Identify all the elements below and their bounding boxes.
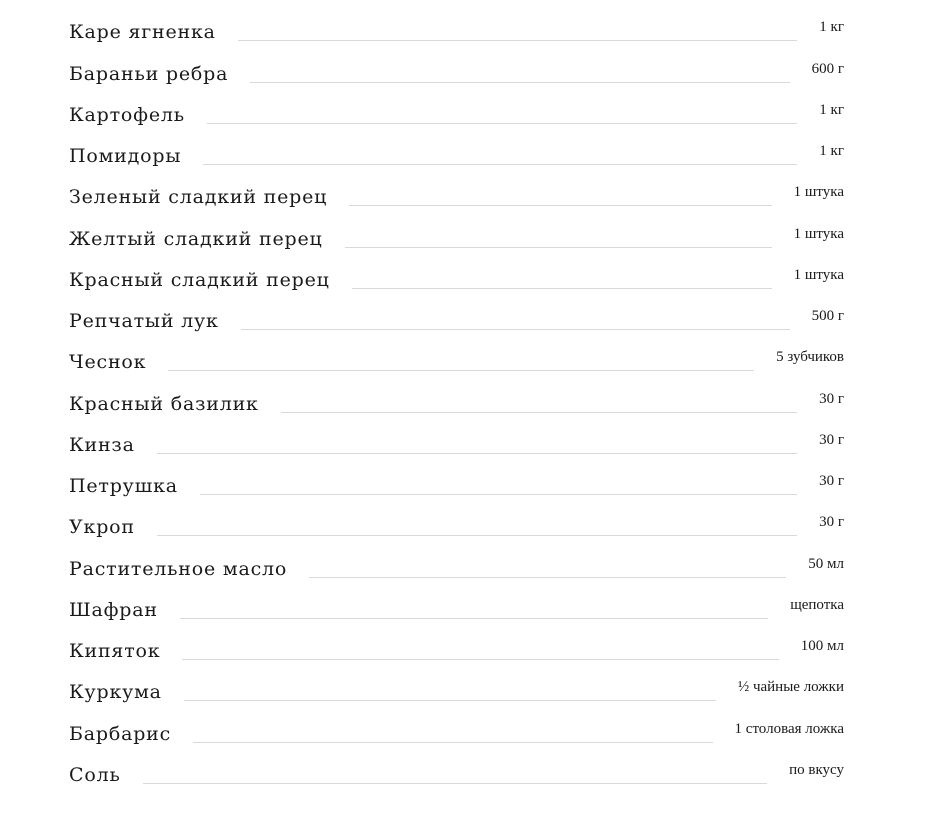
ingredient-row xyxy=(69,420,844,461)
ingredient-amount: щепотка xyxy=(790,596,844,613)
dotted-leader xyxy=(281,412,797,413)
dotted-leader xyxy=(241,329,790,330)
ingredient-row xyxy=(69,708,844,749)
ingredient-name: Растительное масло xyxy=(69,557,288,580)
ingredient-name: Барбарис xyxy=(69,722,172,745)
dotted-leader xyxy=(157,535,797,536)
ingredient-amount: 1 штука xyxy=(793,266,844,283)
ingredient-row xyxy=(69,296,844,337)
ingredient-amount: 50 мл xyxy=(808,555,844,572)
ingredient-name: Каре ягненка xyxy=(69,21,216,44)
dotted-leader xyxy=(207,123,797,124)
ingredient-name: Зеленый сладкий перец xyxy=(69,186,328,209)
ingredient-name: Петрушка xyxy=(69,475,178,497)
ingredient-name: Красный сладкий перец xyxy=(69,268,330,291)
ingredient-name: Помидоры xyxy=(69,145,182,167)
ingredient-name: Шафран xyxy=(69,598,158,621)
ingredient-name: Кипяток xyxy=(69,640,161,662)
dotted-leader xyxy=(309,577,786,578)
ingredient-name: Куркума xyxy=(69,681,162,704)
dotted-leader xyxy=(203,164,797,165)
dotted-leader xyxy=(352,288,772,289)
ingredient-amount: 500 г xyxy=(811,308,844,324)
ingredient-amount: 1 кг xyxy=(819,143,844,159)
ingredient-name: Репчатый лук xyxy=(69,310,219,332)
ingredient-row xyxy=(69,502,844,543)
ingredient-amount: 5 зубчиков xyxy=(776,349,844,366)
ingredient-row xyxy=(69,131,844,172)
ingredient-amount: 1 штука xyxy=(793,184,844,201)
ingredient-row xyxy=(69,213,844,254)
dotted-leader xyxy=(182,659,778,660)
ingredient-amount: 600 г xyxy=(811,60,844,77)
ingredient-row xyxy=(69,255,844,296)
ingredient-amount: 1 штука xyxy=(793,225,844,242)
ingredient-row xyxy=(69,750,844,791)
dotted-leader xyxy=(184,700,716,701)
ingredient-amount: 30 г xyxy=(819,431,844,448)
ingredient-amount: 1 столовая ложка xyxy=(734,720,844,737)
ingredient-amount: по вкусу xyxy=(789,761,844,778)
ingredient-row xyxy=(69,585,844,626)
ingredient-name: Желтый сладкий перец xyxy=(69,227,323,250)
ingredient-amount: 100 мл xyxy=(800,638,844,654)
ingredient-name: Кинза xyxy=(69,433,135,456)
dotted-leader xyxy=(250,82,789,83)
ingredient-row xyxy=(69,543,844,584)
dotted-leader xyxy=(157,453,797,454)
ingredient-list xyxy=(69,7,844,791)
ingredient-amount: ½ чайные ложки xyxy=(737,679,844,696)
ingredient-amount: 1 кг xyxy=(819,19,844,36)
dotted-leader xyxy=(349,205,771,206)
ingredient-name: Соль xyxy=(69,763,121,786)
ingredient-amount: 1 кг xyxy=(819,101,844,118)
ingredient-row xyxy=(69,667,844,708)
dotted-leader xyxy=(143,783,768,784)
ingredient-row xyxy=(69,7,844,48)
ingredient-name: Чеснок xyxy=(69,351,147,374)
ingredient-row xyxy=(69,172,844,213)
ingredient-row xyxy=(69,461,844,502)
dotted-leader xyxy=(345,247,772,248)
dotted-leader xyxy=(193,742,712,743)
ingredient-row xyxy=(69,48,844,89)
ingredient-row xyxy=(69,626,844,667)
ingredient-amount: 30 г xyxy=(819,390,844,407)
dotted-leader xyxy=(238,40,798,41)
dotted-leader xyxy=(180,618,768,619)
ingredient-row xyxy=(69,378,844,419)
dotted-leader xyxy=(168,370,754,371)
ingredient-name: Укроп xyxy=(69,516,135,539)
ingredient-name: Картофель xyxy=(69,103,185,126)
ingredient-row xyxy=(69,337,844,378)
ingredient-name: Бараньи ребра xyxy=(69,62,229,85)
ingredient-amount: 30 г xyxy=(819,473,844,489)
ingredient-amount: 30 г xyxy=(819,514,844,531)
dotted-leader xyxy=(200,494,797,495)
ingredient-row xyxy=(69,90,844,131)
ingredient-name: Красный базилик xyxy=(69,392,259,415)
